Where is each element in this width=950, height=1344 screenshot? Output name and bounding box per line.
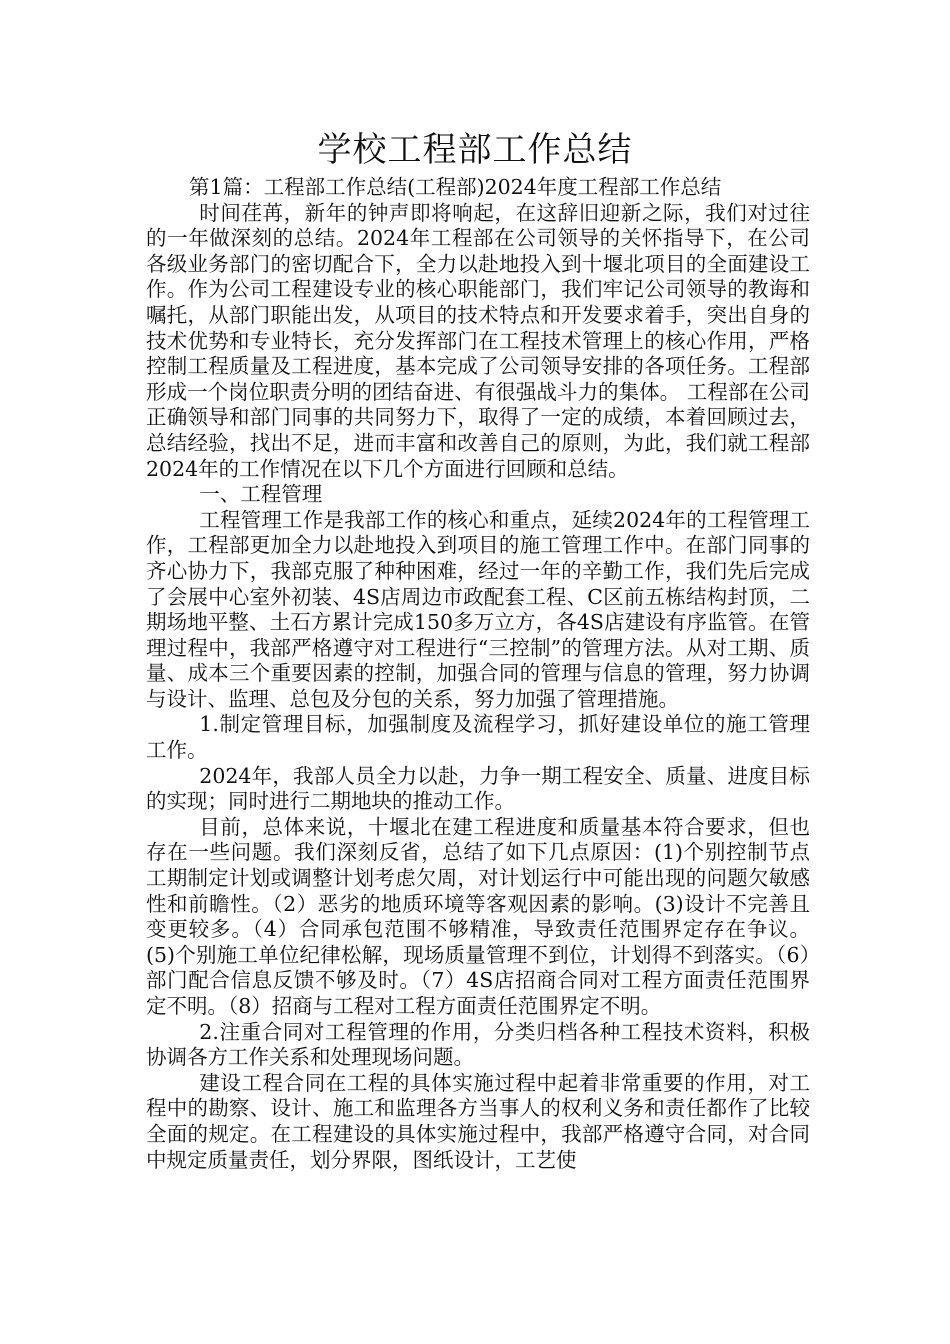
paragraph-problems: 目前，总体来说，十堰北在建工程进度和质量基本符合要求，但也存在一些问题。我们深刻反省，总结了如下几点原因：(1)个别控制节点工期制定计划或调整计划考虑欠周，对计划运行中可能出现的问题欠敏感性和前瞻性。（2）恶劣的地质环境等客观因素的影响。(3)设计不完善且变更较多。（4）合同承包范围不够精准，导致责任范围界定存在争议。 (5)个别施工单位纪律松解，现场质量管理不到位，计划得不到落实。（6）部门配合信息反馈不够及时。（7）4S店招商合同对工程方面责任范围界定不明。（8）招商与工程对工程方面责任范围界定不明。: [146, 814, 810, 1018]
document-body: [146, 175, 810, 1173]
document-title: 学校工程部工作总结: [317, 130, 633, 170]
paragraph-engineering-management: 工程管理工作是我部工作的核心和重点，延续2024年的工程管理工作，工程部更加全力以赴地投入到项目的施工管理工作中。在部门同事的齐心协力下，我部克服了种种困难，经过一年的辛勤工作，我们先后完成了会展中心室外初装、4S店周边市政配套工程、C区前五栋结构封顶，二期场地平整、土石方累计完成150多万立方，各4S店建设有序监管。在管理过程中，我部严格遵守对工程进行“三控制”的管理方法。从对工期、质量、成本三个重要因素的控制，加强合同的管理与信息的管理，努力协调与设计、监理、总包及分包的关系，努力加强了管理措施。: [146, 507, 810, 711]
document-subtitle: 第1篇：工程部工作总结(工程部)2024年度工程部工作总结: [189, 175, 722, 199]
section-heading-engineering-management: 一、工程管理: [199, 482, 323, 507]
paragraph-2024-goals: 2024年，我部人员全力以赴，力争一期工程安全、质量、进度目标的实现；同时进行二期地块的推动工作。: [146, 763, 810, 814]
paragraph-contracts: 建设工程合同在工程的具体实施过程中起着非常重要的作用，对工程中的勘察、设计、施工和监理各方当事人的权利义务和责任都作了比较全面的规定。在工程建设的具体实施过程中，我部严格遵守合同，对合同中规定质量责任，划分界限，图纸设计，工艺使: [146, 1070, 810, 1172]
item-heading-1: 1.制定管理目标，加强制度及流程学习，抓好建设单位的施工管理工作。: [146, 712, 810, 763]
paragraph-intro: 时间荏苒，新年的钟声即将响起，在这辞旧迎新之际，我们对过往的一年做深刻的总结。2024年工程部在公司领导的关怀指导下，在公司各级业务部门的密切配合下，全力以赴地投入到十堰北项目的全面建设工作。作为公司工程建设专业的核心职能部门，我们牢记公司领导的教诲和嘱托，从部门职能出发，从项目的技术特点和开发要求着手，突出自身的技术优势和专业特长，充分发挥部门在工程技术管理上的核心作用，严格控制工程质量及工程进度，基本完成了公司领导安排的各项任务。工程部形成一个岗位职责分明的团结奋进、有很强战斗力的集体。 工程部在公司正确领导和部门同事的共同努力下，取得了一定的成绩，本着回顾过去，总结经验，找出不足，进而丰富和改善自己的原则，为此，我们就工程部2024年的工作情况在以下几个方面进行回顾和总结。: [146, 200, 810, 481]
item-heading-2: 2.注重合同对工程管理的作用，分类归档各种工程技术资料，积极协调各方工作关系和处理现场问题。: [146, 1019, 810, 1070]
